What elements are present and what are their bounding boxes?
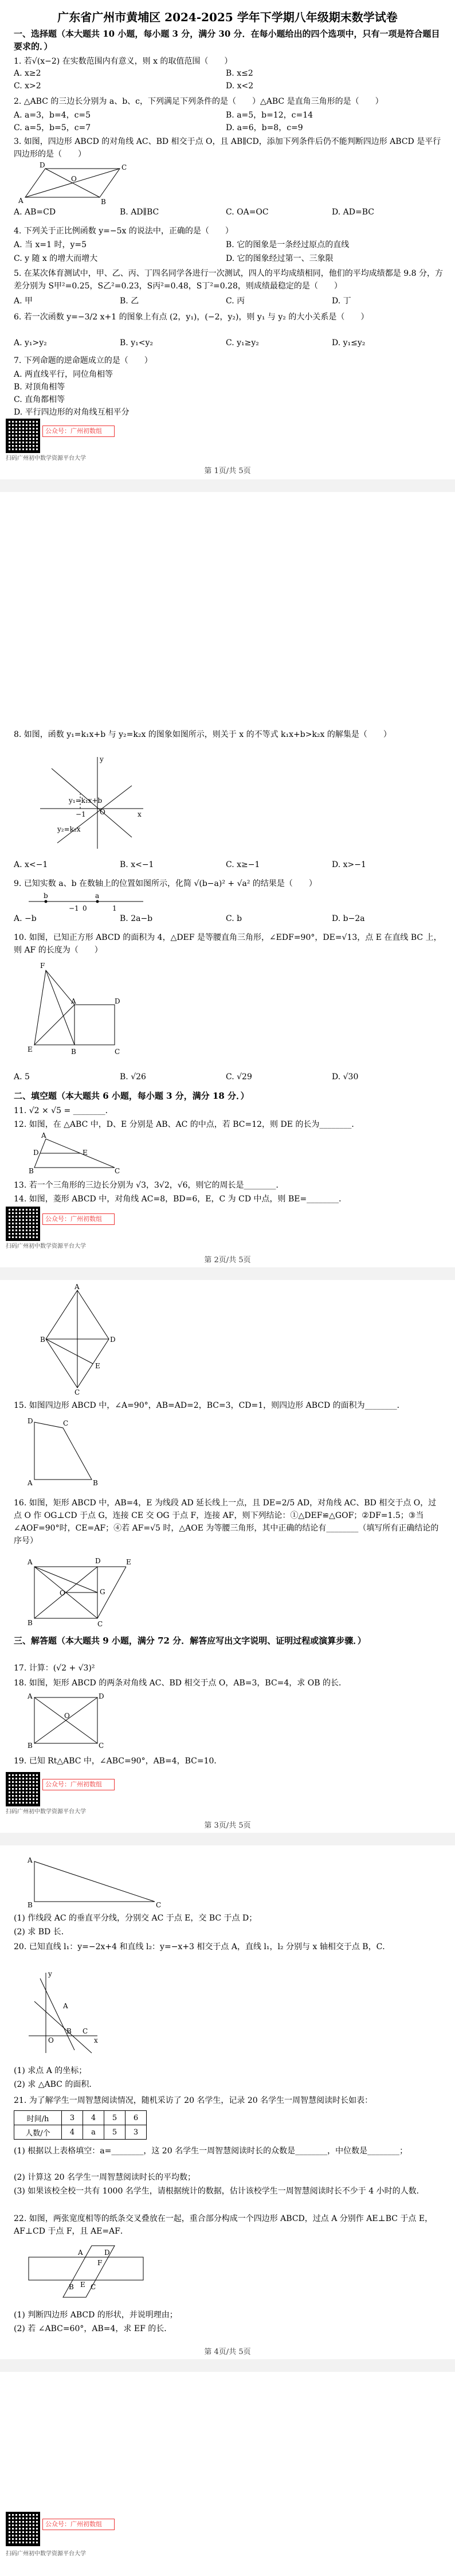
- label-a: A: [28, 1558, 33, 1566]
- table-row: [14, 2111, 147, 2125]
- options-1b: [14, 81, 438, 91]
- page-footer-4: 第 4页/共 5页: [204, 2348, 251, 2356]
- question-22-part2: (2) 若 ∠ABC=60°，AB=4，求 EF 的长．: [14, 2324, 172, 2333]
- option-d[interactable]: D. x<2: [226, 81, 254, 91]
- q7-option-d[interactable]: D. 平行四边形的对角线互相平分: [14, 408, 130, 417]
- label-d: D: [33, 1149, 39, 1157]
- option-b[interactable]: B. √26: [120, 1072, 146, 1082]
- label-b: B: [28, 1901, 33, 1909]
- label-c: C: [115, 1167, 120, 1175]
- x-label: x: [138, 810, 142, 818]
- label-a: a: [95, 892, 100, 900]
- segment-be: [46, 1339, 93, 1364]
- option-c[interactable]: C. OA=OC: [226, 208, 269, 217]
- option-d[interactable]: D. b−2a: [332, 914, 365, 923]
- figure-rect-q16: [23, 1555, 138, 1630]
- wechat-badge: 公众号：广州初数组: [42, 1213, 115, 1225]
- qr-code-icon: [6, 1207, 40, 1241]
- tick-0: 0: [83, 904, 87, 912]
- question-14: 14. 如图，菱形 ABCD 中，对角线 AC=8，BD=6，E，C 为 CD 中点，则 BE=________．: [14, 1195, 347, 1204]
- figure-lines-q20: [23, 1967, 103, 2059]
- label-c: C: [121, 163, 127, 171]
- option-a[interactable]: A. x≥2: [14, 69, 41, 78]
- frequency-table: [14, 2110, 147, 2140]
- triangle-abc: [34, 1861, 155, 1902]
- label-b: B: [101, 198, 106, 206]
- label-y1: y₁=k₁x+b: [69, 797, 103, 805]
- qr-note: 扫码广州初中数学资源平台大学: [6, 1809, 86, 1815]
- label-b: B: [69, 2283, 74, 2291]
- options-9: [14, 914, 438, 923]
- question-1: 1. 若√(x−2) 在实数范围内有意义，则 x 的取值范围（ ）: [14, 57, 233, 66]
- label-d: D: [110, 1336, 116, 1344]
- label-b: B: [71, 1048, 76, 1056]
- label-a: A: [78, 2249, 83, 2257]
- option-a[interactable]: A. y₁>y₂: [14, 338, 47, 348]
- option-b[interactable]: B. 2a−b: [120, 914, 153, 923]
- wechat-badge: 公众号：广州初数组: [42, 426, 115, 437]
- figure-triangle-q12: [23, 1133, 126, 1173]
- label-o: O: [60, 1589, 65, 1597]
- question-19-part1: (1) 作线段 AC 的垂直平分线，分别交 AC 于点 E，交 BC 于点 D；: [14, 1914, 257, 1923]
- table-cell: 5: [104, 2111, 125, 2125]
- label-o: O: [71, 175, 77, 183]
- question-16: 16. 如图，矩形 ABCD 中，AB=4，E 为线段 AD 延长线上一点，且 DE=2/5 AD，对角线 AC、BD 相交于点 O，过点 O 作 OG⊥CD 于点 G，连接 CE 交 OG 于点 F，连接 AF，则下列结论：①△DEF≌△GOF；②DF=1.5；③当∠AOF=90°时，CE=AF；④若 AF=√5 时，△AOE 为等腰三角形，其中正确的结论有________（填写所有正确结论的序号）: [14, 1498, 439, 1545]
- question-20-part1: (1) 求点 A 的坐标；: [14, 2066, 87, 2075]
- question-19-part2: (2) 求 BD 长．: [14, 1927, 69, 1937]
- label-b: B: [40, 1336, 45, 1344]
- label-c: C: [99, 1742, 104, 1750]
- question-4: 4. 下列关于正比例函数 y=−5x 的说法中，正确的是（ ）: [14, 227, 233, 236]
- option-d[interactable]: D. y₁≤y₂: [332, 338, 366, 348]
- label-y2: y₂=k₂x: [57, 825, 81, 833]
- page-footer-1: 第 1页/共 5页: [204, 467, 251, 475]
- page-footer-3: 第 3页/共 5页: [204, 1821, 251, 1830]
- option-d[interactable]: D. √30: [332, 1072, 359, 1082]
- label-c: C: [97, 1620, 103, 1628]
- option-b[interactable]: B. AD∥BC: [120, 208, 159, 217]
- page-divider: [0, 479, 455, 492]
- qr-code-icon: [6, 1772, 40, 1806]
- label-e: E: [80, 2281, 85, 2289]
- label-d: D: [99, 1692, 104, 1700]
- option-c[interactable]: C. 丙: [226, 296, 245, 306]
- label-a: A: [28, 1692, 33, 1700]
- label-e: E: [28, 1045, 33, 1053]
- table-cell: 人数/个: [14, 2125, 62, 2140]
- option-b[interactable]: B. y₁<y₂: [120, 338, 153, 348]
- label-d: D: [104, 2249, 110, 2257]
- label-f: F: [97, 2259, 103, 2267]
- option-c[interactable]: C. a=5，b=5，c=7: [14, 123, 91, 132]
- page-divider: [0, 1267, 455, 1280]
- label-d: D: [28, 1417, 33, 1425]
- label-c: C: [156, 1901, 162, 1909]
- point-a: [96, 900, 99, 903]
- question-21: 21. 为了解学生一周智慧阅读情况，随机采访了 20 名学生，记录 20 名学生一周智慧阅读时长如表：: [14, 2096, 373, 2105]
- option-b[interactable]: B. a=5，b=12，c=14: [226, 111, 313, 120]
- label-a: A: [18, 197, 23, 205]
- label-o: O: [64, 1712, 70, 1720]
- section-heading-3: 三、解答题（本大题共 9 小题，满分 72 分．解答应写出文字说明、证明过程或演算步骤．）: [14, 1636, 366, 1646]
- option-d[interactable]: D. a=6，b=8，c=9: [226, 123, 303, 132]
- option-b[interactable]: B. 乙: [120, 296, 139, 306]
- q7-option-c[interactable]: C. 直角都相等: [14, 395, 65, 404]
- question-13: 13. 若一个三角形的三边长分别为 √3，3√2，√6，则它的周长是________．: [14, 1181, 284, 1190]
- triangle-def: [34, 970, 74, 1045]
- question-3: 3. 如图，四边形 ABCD 的对角线 AC、BD 相交于点 O，且 AB∥CD，添加下列条件后仍不能判断四边形 ABCD 是平行四边形的是（ ）: [14, 137, 441, 159]
- diagonal-bd: [45, 169, 100, 197]
- label-b: B: [93, 1479, 98, 1487]
- label-a: A: [63, 2002, 68, 2010]
- table-row: [14, 2125, 147, 2140]
- label-b: B: [29, 1167, 34, 1175]
- qr-note: 扫码广州初中数学资源平台大学: [6, 2551, 86, 2557]
- label-c: C: [91, 2283, 96, 2291]
- question-6: 6. 若一次函数 y=−3/2 x+1 的图象上有点 (2，y₁)，(−2，y₂)，则 y₁ 与 y₂ 的大小关系是（ ）: [14, 313, 369, 322]
- label-a: A: [71, 997, 76, 1005]
- q7-option-b[interactable]: B. 对顶角相等: [14, 383, 65, 392]
- label-a: A: [74, 1283, 80, 1291]
- options-4: [14, 239, 438, 250]
- question-20-part2: (2) 求 △ABC 的面积．: [14, 2080, 97, 2089]
- figure-quad-q15: [23, 1416, 109, 1491]
- option-c[interactable]: C. x>2: [14, 81, 41, 91]
- option-c[interactable]: C. y₁≥y₂: [226, 338, 259, 348]
- options-2: [14, 109, 438, 120]
- option-a[interactable]: A. 当 x=1 时，y=5: [14, 240, 87, 249]
- option-c[interactable]: C. y 随 x 的增大而增大: [14, 254, 98, 263]
- question-17: 17. 计算：(√2 + √3)²: [14, 1664, 95, 1673]
- wechat-badge: 公众号：广州初数组: [42, 2519, 115, 2530]
- question-2: 2. △ABC 的三边长分别为 a、b、c，下列满足下列条件的是（ ）△ABC 是直角三角形的是（ ）: [14, 97, 383, 106]
- line-y2: [57, 786, 132, 843]
- q7-option-a[interactable]: A. 两直线平行，同位角相等: [14, 370, 113, 379]
- label-f: F: [40, 962, 45, 970]
- option-c[interactable]: C. b: [226, 914, 242, 923]
- options-3: [14, 208, 438, 217]
- option-c[interactable]: C. √29: [226, 1072, 252, 1082]
- label-a: A: [28, 1479, 33, 1487]
- question-7: 7. 下列命题的逆命题成立的是（ ）: [14, 356, 152, 365]
- option-d[interactable]: D. x>−1: [332, 860, 366, 869]
- label-d: D: [40, 161, 45, 169]
- label-a: A: [28, 1856, 33, 1864]
- table-cell: 6: [125, 2111, 147, 2125]
- origin-label: O: [48, 2036, 54, 2044]
- table-cell: a: [83, 2125, 104, 2140]
- section-heading-1: 一、选择题（本大题共 10 小题，每小题 3 分，满分 30 分．在每小题给出的四个选项中，只有一项是符合题目要求的．）: [14, 29, 440, 52]
- point-b: [45, 900, 48, 903]
- segment-af: [46, 970, 74, 1045]
- question-22: 22. 如图，两张宽度相等的纸条交叉叠放在一起，重合部分构成一个四边形 ABCD，过点 A 分别作 AE⊥BC 于点 E，AF⊥CD 于点 F，且 AE=AF．: [14, 2214, 433, 2236]
- option-a[interactable]: A. x<−1: [14, 860, 48, 869]
- options-4b: [14, 252, 438, 264]
- figure-rhombus-q14: [40, 1285, 115, 1394]
- question-10: 10. 如图，已知正方形 ABCD 的面积为 4，△DEF 是等腰直角三角形，∠EDF=90°，DE=√13，点 E 在直线 BC 上，则 AF 的长度为（ ）: [14, 933, 442, 955]
- label-c: C: [83, 2027, 88, 2035]
- x-label: x: [94, 2036, 98, 2044]
- section-heading-2: 二、填空题（本大题共 6 小题，每小题 3 分，满分 18 分．）: [14, 1091, 249, 1101]
- question-5: 5. 在某次体育测试中，甲、乙、丙、丁四名同学各进行一次测试，四人的平均成绩相同，他们的平均成绩都是 9.8 分，方差分别为 S甲²=0.25，S乙²=0.23，S丙²=0.48，S丁²=0.28，则成绩最稳定的是（ ）: [14, 269, 443, 291]
- page-divider: [0, 1833, 455, 1845]
- y-label: y: [48, 1970, 52, 1978]
- question-18: 18. 如图，矩形 ABCD 的两条对角线 AC、BD 相交于点 O，AB=3，BC=4，求 OB 的长．: [14, 1679, 347, 1688]
- option-b[interactable]: B. x≤2: [226, 69, 253, 78]
- options-2b: [14, 122, 438, 133]
- segment-af: [34, 1567, 97, 1593]
- table-cell: 4: [62, 2125, 83, 2140]
- option-a[interactable]: A. 5: [14, 1072, 30, 1082]
- tick-neg1: −1: [69, 904, 79, 912]
- option-d[interactable]: D. AD=BC: [332, 208, 374, 217]
- option-a[interactable]: A. 甲: [14, 296, 33, 306]
- label-e: E: [95, 1362, 100, 1370]
- options-5: [14, 295, 438, 306]
- label-b: B: [66, 2027, 72, 2035]
- qr-note: 扫码广州初中数学资源平台大学: [6, 1243, 86, 1250]
- option-a[interactable]: A. AB=CD: [14, 208, 56, 217]
- quadrilateral-abcd: [34, 1422, 92, 1480]
- wechat-badge: 公众号：广州初数组: [42, 1779, 115, 1790]
- label-c: C: [115, 1048, 120, 1056]
- figure-rect-q18: [23, 1692, 109, 1749]
- tick-label: −1: [76, 810, 86, 818]
- question-19: 19. 已知 Rt△ABC 中，∠ABC=90°，AB=4，BC=10．: [14, 1757, 222, 1766]
- label-g: G: [100, 1588, 105, 1596]
- label-e: E: [126, 1558, 131, 1566]
- paper-strip-horizontal: [29, 2257, 143, 2280]
- question-22-part1: (1) 判断四边形 ABCD 的形状，并说明理由；: [14, 2310, 178, 2320]
- figure-triangle-q19: [23, 1856, 166, 1907]
- table-cell: 5: [104, 2125, 125, 2140]
- table-cell: 时间/h: [14, 2111, 62, 2125]
- question-8: 8. 如图，函数 y₁=k₁x+b 与 y₂=k₂x 的图象如图所示，则关于 x 的不等式 k₁x+b>k₂x 的解集是（ ）: [14, 730, 391, 739]
- options-8: [14, 860, 438, 869]
- option-c[interactable]: C. x≥−1: [226, 860, 260, 869]
- origin-label: O: [100, 808, 105, 816]
- figure-numberline-q9: [23, 892, 149, 912]
- label-b: B: [28, 1619, 33, 1627]
- y-label: y: [100, 755, 104, 763]
- page-divider: [0, 2359, 455, 2372]
- label-c: C: [74, 1388, 80, 1396]
- label-e: E: [83, 1149, 88, 1157]
- option-a[interactable]: A. −b: [14, 914, 37, 923]
- page-footer-2: 第 2页/共 5页: [204, 1256, 251, 1264]
- option-d[interactable]: D. 它的图象经过第一、三象限: [226, 254, 334, 263]
- question-12: 12. 如图，在 △ABC 中，D、E 分别是 AB、AC 的中点，若 BC=12，则 DE 的长为________．: [14, 1120, 360, 1129]
- figure-parallelogram-q3: [14, 163, 128, 204]
- line-l1: [40, 1978, 74, 2050]
- option-b[interactable]: B. 它的图象是一条经过原点的直线: [226, 240, 350, 249]
- label-b: b: [44, 892, 48, 900]
- figure-square-q10: [23, 959, 149, 1068]
- question-21-part3: (3) 如果该校全校一共有 1000 名学生，请根据统计的数据，估计该校学生一周智慧阅读时长不少于 4 小时的人数．: [14, 2187, 425, 2196]
- label-b: B: [28, 1742, 33, 1750]
- question-9: 9. 已知实数 a、b 在数轴上的位置如图所示，化简 √(b−a)² + √a² 的结果是（ ）: [14, 879, 317, 888]
- option-d[interactable]: D. 丁: [332, 296, 351, 306]
- qr-note: 扫码广州初中数学资源平台大学: [6, 455, 86, 462]
- option-a[interactable]: A. a=3，b=4，c=5: [14, 111, 91, 120]
- question-21-part2: (2) 计算这 20 名学生一周智慧阅读时长的平均数；: [14, 2173, 195, 2182]
- figure-strips-q22: [23, 2240, 149, 2303]
- tick-1: 1: [112, 904, 117, 912]
- label-d: D: [115, 997, 120, 1005]
- label-d: D: [95, 1557, 101, 1565]
- table-cell: 3: [62, 2111, 83, 2125]
- figure-graph-q8: [34, 751, 149, 854]
- question-11: 11. √2 × √5 = ________．: [14, 1106, 113, 1115]
- qr-code-icon: [6, 419, 40, 453]
- options-6: [14, 338, 438, 348]
- label-c: C: [63, 1419, 69, 1427]
- option-b[interactable]: B. x<−1: [120, 860, 154, 869]
- question-21-part1: (1) 根据以上表格填空：a=________，这 20 名学生一周智慧阅读时长的众数是________，中位数是________；: [14, 2146, 408, 2156]
- options-1: [14, 69, 438, 78]
- table-cell: 4: [83, 2111, 104, 2125]
- table-cell: 3: [125, 2125, 147, 2140]
- qr-code-icon: [6, 2512, 40, 2546]
- options-10: [14, 1072, 438, 1082]
- exam-title: 广东省广州市黄埔区 2024-2025 学年下学期八年级期末数学试卷: [57, 10, 398, 24]
- square-abcd: [74, 1005, 115, 1045]
- question-15: 15. 如图四边形 ABCD 中，∠A=90°，AB=AD=2，BC=3，CD=1，则四边形 ABCD 的面积为________．: [14, 1401, 405, 1410]
- label-a: A: [41, 1131, 46, 1139]
- question-20: 20. 已知直线 l₁：y=−2x+4 和直线 l₂：y=−x+3 相交于点 A，直线 l₁，l₂ 分别与 x 轴相交于点 B，C．: [14, 1942, 391, 1951]
